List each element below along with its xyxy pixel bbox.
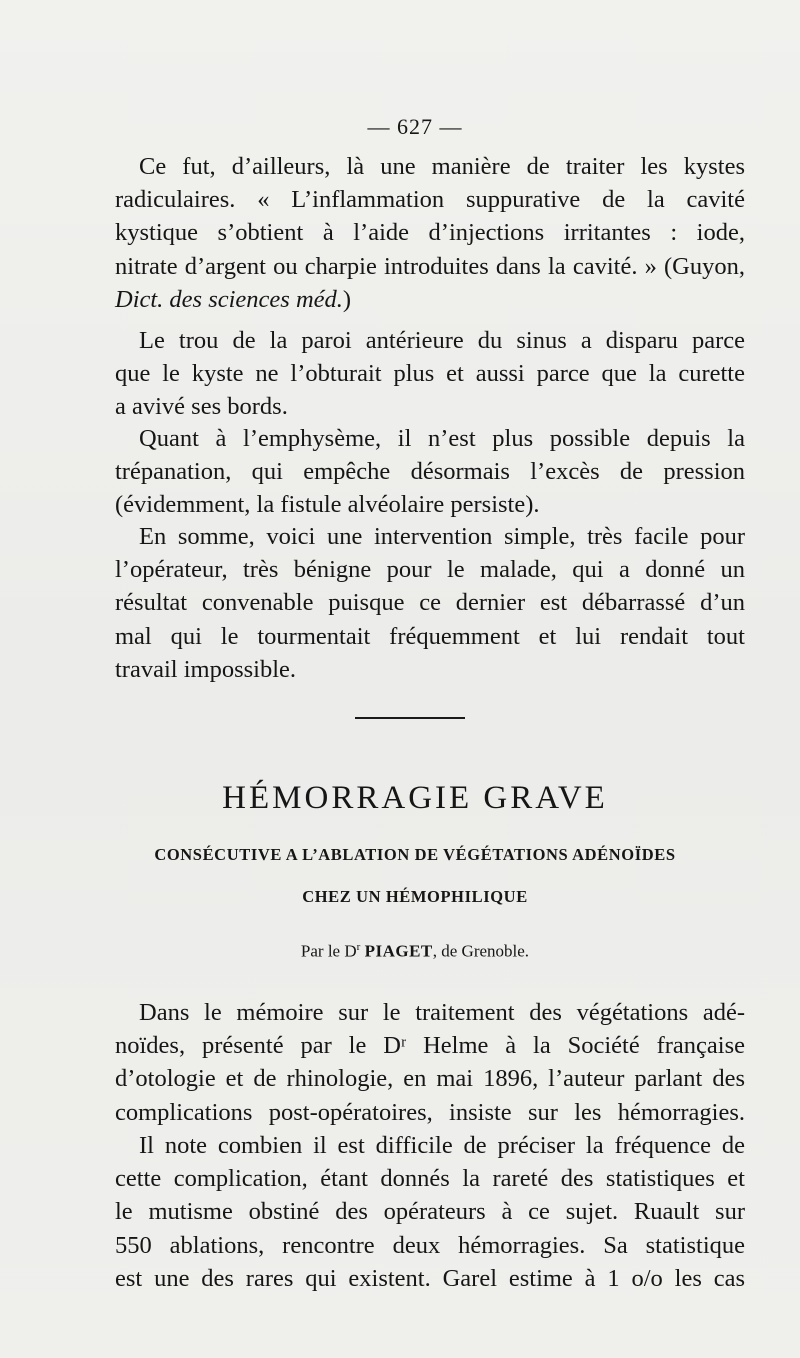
page-number: — 627 —: [367, 114, 463, 139]
paragraph-6: [115, 1129, 745, 1295]
text-line: résultat convenable puisque ce dernier est débarrassé d’un: [115, 589, 745, 617]
citation-tail: ): [342, 285, 352, 313]
article-subtitle-1: CONSÉCUTIVE A L’ABLATION DE VÉGÉTATIONS ADÉNOÏDES: [154, 845, 676, 864]
text-line: trépanation, qui empêche désormais l’excès de pression: [115, 458, 745, 486]
text-line: kystique s’obtient à l’aide d’injections irritantes : iode,: [115, 219, 745, 247]
byline-suffix: , de Grenoble.: [432, 941, 530, 961]
text-line: nitrate d’argent ou charpie introduites dans la cavité. » (Guyon,: [115, 252, 745, 280]
byline: [0, 941, 800, 962]
byline-prefix: Par le D: [300, 941, 357, 961]
article-subtitle-2: CHEZ UN HÉMOPHILIQUE: [302, 887, 528, 906]
text-line: travail impossible.: [115, 655, 296, 683]
text-line: Le trou de la paroi antérieure du sinus a disparu parce: [139, 327, 745, 354]
text-line: radiculaires. « L’inflammation suppurative de la cavité: [115, 186, 745, 214]
paragraph-4: [115, 520, 745, 686]
paragraph-3: [115, 422, 745, 522]
article-title: HÉMORRAGIE GRAVE: [222, 780, 608, 816]
text-line: mal qui le tourmentait fréquemment et lui rendait tout: [115, 622, 745, 650]
text-line: En somme, voici une intervention simple, très facile pour: [139, 523, 745, 550]
paragraph-1: [115, 150, 745, 316]
text-line: est une des rares qui existent. Garel estime à 1 o/o les cas: [115, 1264, 745, 1292]
text-line: Quant à l’emphysème, il n’est plus possible depuis la: [139, 425, 745, 452]
paragraph-5: [115, 996, 745, 1129]
text-line: Ce fut, d’ailleurs, là une manière de traiter les kystes: [139, 153, 745, 180]
text-line: l’opérateur, très bénigne pour le malade, qui a donné un: [115, 556, 745, 584]
text-line: que le kyste ne l’obturait plus et aussi parce que la curette: [115, 360, 745, 388]
text-line: complications post-opératoires, insiste sur les hémorragies.: [115, 1098, 745, 1126]
citation-italic: Dict. des sciences méd.: [115, 285, 343, 313]
text-line: Il note combien il est difficile de préciser la fréquence de: [139, 1132, 745, 1159]
text-line: (évidemment, la fistule alvéolaire persiste).: [115, 491, 540, 519]
section-divider: [355, 717, 465, 719]
byline-sup: r: [356, 941, 361, 953]
text-line: cette complication, étant donnés la rareté des statistiques et: [115, 1165, 745, 1193]
author-name: PIAGET: [364, 941, 433, 961]
text-line: [115, 283, 745, 316]
text-line: Dans le mémoire sur le traitement des végétations adé-: [139, 999, 745, 1026]
text-line: a avivé ses bords.: [115, 393, 288, 421]
text-line: noïdes, présenté par le Dʳ Helme à la Société française: [115, 1032, 745, 1060]
text-line: 550 ablations, rencontre deux hémorragies. Sa statistique: [115, 1231, 745, 1259]
text-line: d’otologie et de rhinologie, en mai 1896, l’auteur parlant des: [115, 1065, 745, 1093]
paragraph-2: [115, 324, 745, 424]
text-line: le mutisme obstiné des opérateurs à ce sujet. Ruault sur: [115, 1198, 745, 1226]
